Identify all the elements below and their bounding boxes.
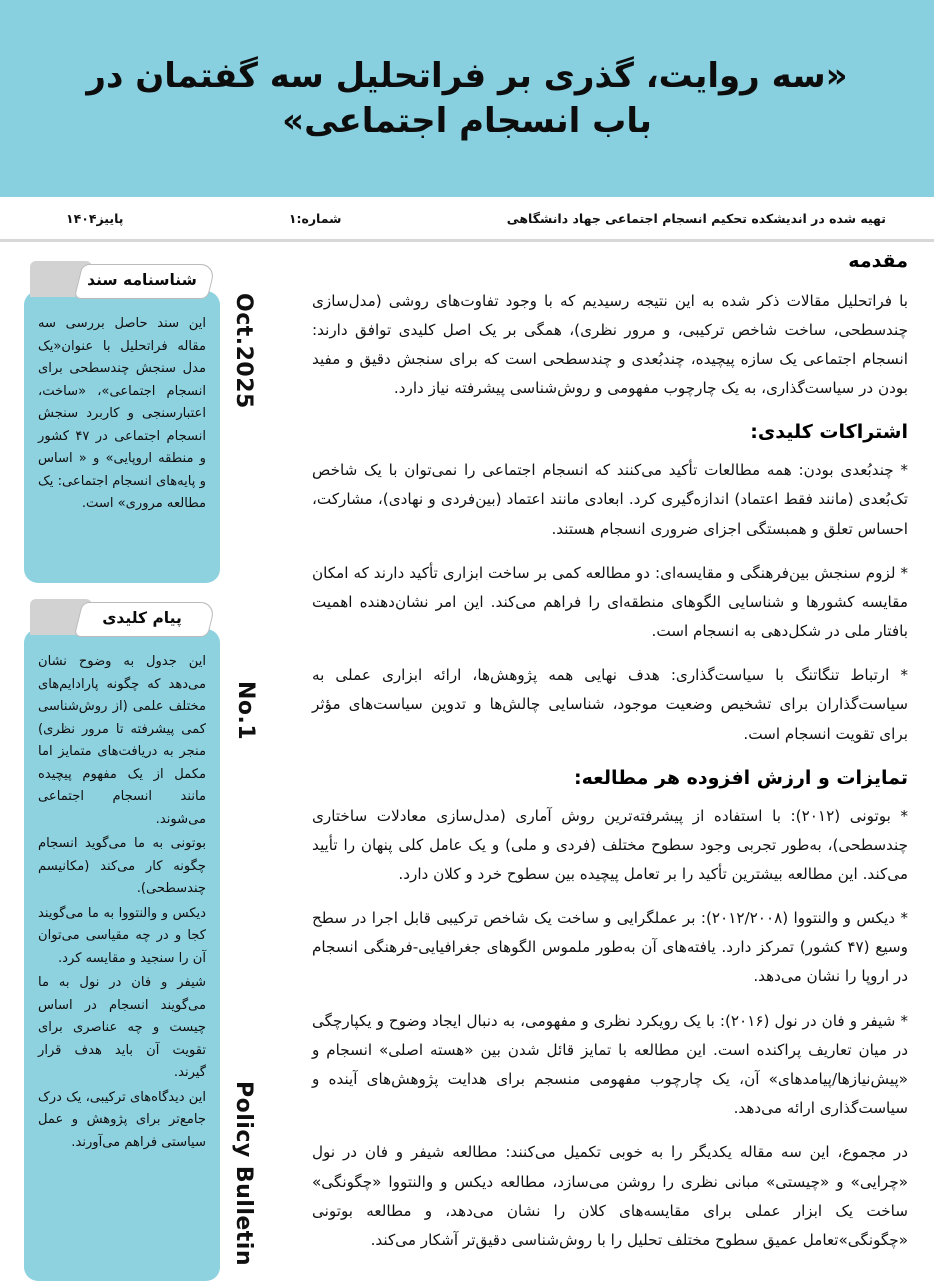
card-body-key-message (24, 629, 220, 1281)
card-identity-text: این سند حاصل بررسی سه مقاله فراتحلیل با عنوان«یک مدل سنجش چندسطحی برای انسجام اجتماعی»، «ساخت، اعتبارسنجی و کاربرد سنجش انسجام اجتماعی در ۴۷ کشور و منطقه اروپایی» و « اساس و پایه‌های انسجام اجتماعی: یک مطالعه مروری» است. (38, 316, 206, 512)
meta-issue-number: شماره:۱ (288, 210, 342, 226)
conclusion-paragraph: در مجموع، این سه مقاله یکدیگر را به خوبی تکمیل می‌کنند: مطالعه شیفر و فان در نول «چرایی» و «چیستی» مبانی نظری را روشن می‌سازد، مطالعه دیکس و والنتووا «چگونگی» ساخت یک ابزار عملی برای مقایسه‌های کلان را نشان می‌دهد، و مطالعه بوتونی «چگونگی»تعامل عمیق سطوح مختلف تحلیل را با روش‌شناسی دقیق‌تر آشکار می‌کند. (312, 1143, 908, 1249)
distinction-bullet: * بوتونی (۲۰۱۲): با استفاده از پیشرفته‌ترین روش آماری (مدل‌سازی معادلات ساختاری چندسطحی)، به‌طور تجربی وجود سطوح مختلف (فردی و ملی) و یک عامل کلی پنهان را تأیید می‌کند. این مطالعه بیشترین تأکید را بر تعامل پیچیده بین سطوح خرد و کلان دارد. (312, 806, 908, 883)
card-tab-label: شناسنامه سند (87, 271, 197, 289)
meta-season: پاییز۱۴۰۴ (66, 210, 124, 226)
header-band (0, 0, 934, 197)
section-heading-intro: مقدمه (848, 250, 908, 272)
vertical-label-issue-date: Oct.2025 (231, 293, 256, 409)
key-message-paragraph: این جدول به وضوح نشان می‌دهد که چگونه پارادایم‌های مختلف علمی (از روش‌شناسی کمی پیشرفته تا مرور نظری) منجر به دریافت‌های متمایز اما مکمل از یک مفهوم پیچیده مانند انسجام اجتماعی می‌شوند. (38, 654, 206, 827)
sidebar-column (12, 245, 290, 1280)
section-heading-commons: اشتراکات کلیدی: (750, 421, 908, 444)
main-content-column (312, 249, 908, 1255)
vertical-label-series: Policy Bulletin (231, 1081, 256, 1267)
meta-source: تهیه شده در اندیشکده تحکیم انسجام اجتماعی جهاد دانشگاهی (506, 210, 886, 226)
key-message-paragraph: دیکس و والنتووا به ما می‌گویند کجا و در چه مقیاسی می‌توان آن را سنجید و مقایسه کرد. (38, 905, 206, 966)
card-document-identity (24, 259, 220, 583)
card-body-document-identity (24, 291, 220, 583)
key-message-paragraph: شیفر و فان در نول به ما می‌گویند انسجام در اساس چیست و چه عناصری برای تقویت آن باید هدف قرار گیرند. (38, 975, 206, 1081)
distinction-bullet: * دیکس و والنتووا (۲۰۱۲/۲۰۰۸): بر عملگرایی و ساخت یک شاخص ترکیبی قابل اجرا در سطح وسیع (۴۷ کشور) تمرکز دارد. یافته‌های آن به‌طور ملموس الگوهای جغرافیایی-فرهنگی انسجام در اروپا را نشان می‌دهد. (312, 909, 908, 986)
header-divider (0, 239, 934, 242)
vertical-label-issue-number: No.1 (233, 681, 258, 741)
card-tab-key-message (24, 597, 220, 637)
commons-bullet: * ارتباط تنگاتنگ با سیاست‌گذاری: هدف نهایی همه پژوهش‌ها، ارائه ابزاری عملی به سیاست‌گذاران برای تشخیص وضعیت موجود، شناسایی چالش‌ها و تدوین سیاست‌های مؤثر برای تقویت انسجام است. (312, 666, 908, 743)
card-tab-document-identity (24, 259, 220, 299)
header-meta-row (0, 197, 934, 239)
key-message-paragraph: این دیدگاه‌های ترکیبی، یک درک جامع‌تر برای پژوهش و عمل سیاستی فراهم می‌آورند. (38, 1089, 206, 1150)
commons-bullet: * چندبُعدی بودن: همه مطالعات تأکید می‌کنند که انسجام اجتماعی را نمی‌توان با یک شاخص تک‌بُعدی (مانند فقط اعتماد) اندازه‌گیری کرد. ابعادی مانند اعتماد (بین‌فردی و نهادی)، مشارکت، احساس تعلق و همبستگی اجزای ضروری انسجام هستند. (312, 461, 908, 538)
commons-bullet: * لزوم سنجش بین‌فرهنگی و مقایسه‌ای: دو مطالعه کمی بر ساخت ابزاری تأکید دارند که امکان مقایسه کشورها و شناسایی الگوهای منطقه‌ای را فراهم می‌کند. این امر نشان‌دهنده اهمیت بافتار ملی در شکل‌دهی به انسجام است. (312, 563, 908, 641)
card-tab-label: پیام کلیدی (102, 609, 182, 627)
intro-paragraph: با فراتحلیل مقالات ذکر شده به این نتیجه رسیدیم که با وجود تفاوت‌های روشی (مدل‌سازی چندسطحی، ساخت شاخص ترکیبی، و مرور نظری)، همگی بر یک اصل کلیدی توافق دارند: انسجام اجتماعی یک سازه پیچیده، چندبُعدی و چندسطحی است که برای سنجش دقیق و مفید بودن در سیاست‌گذاری، به یک چارچوب مفهومی و روش‌شناسی پیشرفته نیاز دارد. (312, 291, 908, 398)
page-title: «سه روایت، گذری بر فراتحلیل سه گفتمان در باب انسجام اجتماعی» (86, 55, 848, 141)
distinction-bullet: * شیفر و فان در نول (۲۰۱۶): با یک رویکرد نظری و مفهومی، به دنبال ایجاد وضوح و یکپارچگی در میان تعاریف پراکنده است. این مطالعه با تمایز قائل شدن بین «هسته اصلی» انسجام و «پیش‌نیازها/پیامدهای» آن، یک چارچوب مفهومی منسجم برای هدایت پژوهش‌های آینده و سیاست‌گذاری ارائه می‌دهد. (312, 1011, 908, 1118)
card-key-message (24, 597, 220, 1281)
page-body (0, 245, 934, 1280)
key-message-paragraph: بوتونی به ما می‌گوید انسجام چگونه کار می‌کند (مکانیسم چندسطحی). (38, 836, 206, 897)
section-heading-distinctions: تمایزات و ارزش افزوده هر مطالعه: (574, 766, 908, 789)
